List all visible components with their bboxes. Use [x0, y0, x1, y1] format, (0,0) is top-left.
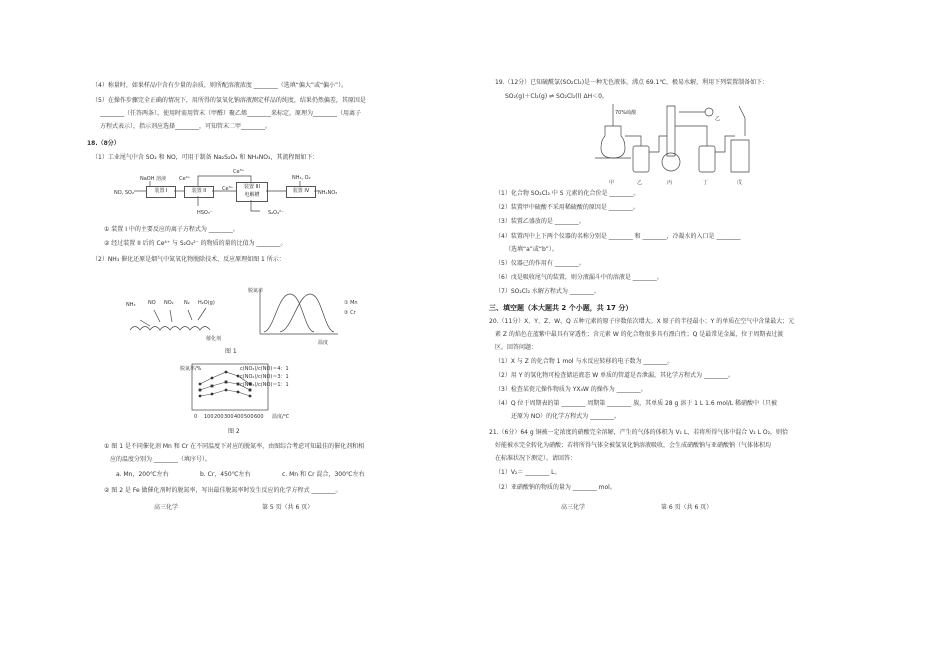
q20-intro-line2: 素 Z 的焰色在蓝紫中最具有穿透性；含元素 W 的化合物很多具有漂白性；Q 是最常见金属，位于周期表过渡 [495, 331, 784, 338]
flow-ce3: Ce³⁺ [233, 169, 245, 175]
flow-hso3: HSO₃⁻ [197, 210, 213, 216]
apparatus-label-yi: 乙 [637, 180, 643, 186]
flow-nh3: NH₃, O₂ [292, 175, 311, 181]
q18-part1-b: ② 经过装置 II 后的 Ce⁴⁺ 与 S₂O₄²⁻ 的物质的量的比值为 ________。 [104, 240, 287, 247]
q21-intro-line1: 21.（6分）64 g 铜被一定浓度的硝酸完全溶解，产生的气体的体积为 V₁ L，若将所得气体中混合 V₂ L O₂，则恰 [489, 429, 788, 436]
q18-part4: ② 图 2 是 Fe 做催化剂时的脱氮率，写出最佳脱氮率时发生反应的化学方程式 ________。 [104, 487, 342, 494]
q18-part2: （2）NH₃ 催化还原是烟气中氮氧化物脱除技术，反应原理如图 1 所示： [92, 256, 285, 263]
q20-intro-line1: 20.（11分）X、Y、Z、W、Q 五种元素的原子序数依次增大。X 原子的半径最小；Y 的单质在空气中含量最大；元 [489, 318, 795, 325]
q17-part5-line1: （5）在操作步骤完全正确的情况下，用所得的氢氧化钠溶液测定样品的纯度，结果仍然偏差，其原因是 [92, 97, 366, 104]
fig2-legend-1: c(NO₂)/c(NO)＝3：1 [240, 374, 289, 380]
fig2-legend-2: c(NO₂)/c(NO)＝1：1 [240, 382, 289, 388]
q17-part5-line2: ________（任答两条）。使用时需用管末（甲醛）聚乙烯________来标定，原理为________（用离子 [100, 110, 362, 117]
flow-naoh: NaOH 溶液 [140, 176, 167, 182]
fig2-caption: 图 2 [228, 428, 240, 435]
flow-box-3-label: 装置 III [243, 184, 260, 190]
q17-part5-line3: 方程式表示），指示剂应选择________，可知管末二甲________。 [100, 123, 272, 130]
q21-intro-line2: 好能被水完全转化为硝酸；若将所得气体全被氢氧化钠溶液吸收，会生成硝酸钠与亚硝酸钠（气体体积均 [495, 442, 772, 449]
fig1-curve-mn [264, 294, 314, 332]
flow-box-2: 装置 II [184, 186, 214, 198]
apparatus-label-dry: 乙 [715, 116, 721, 122]
q21-part1: （1）V₂＝ ________ L。 [495, 469, 561, 476]
apparatus-label-wu: 戊 [737, 180, 743, 186]
apparatus-label-bing: 丙 [667, 180, 673, 186]
q20-part1: （1）X 与 Z 的化合物 1 mol 与水反应转移的电子数为 ________。 [495, 358, 674, 365]
q21-part2: （2）亚硝酸钠的物质的量为 ________ mol。 [495, 484, 616, 491]
q19-part1: （1）化合物 SO₂Cl₂ 中 S 元素的化合价是 ________。 [495, 190, 640, 197]
q20-part4-line2: 还原为 NO）的化学方程式为 ________。 [511, 413, 621, 420]
section-3-heading: 三、填空题（本大题共 2 个小题，共 17 分） [489, 304, 633, 312]
q19-part6: （6）戊是吸收尾气的装置，则分液漏斗中的溶液是 ________。 [495, 274, 663, 281]
fig1-no: NO [148, 300, 156, 306]
fig1-curve-cr [280, 294, 334, 332]
q19-part5: （5）仪器己的作用有 ________。 [495, 260, 585, 267]
flow-input: NO, SO₂ [114, 190, 134, 196]
q17-part4: （4）称量时，如果样品中含有少量的杂质，则所配溶液浓度 ________（选填“偏大”或“偏小”）。 [92, 82, 348, 89]
fig1-nh3: NH₃ [126, 302, 136, 308]
fig2-xtick-300: 300 [224, 414, 234, 420]
q20-intro-line3: 区。回答问题： [495, 344, 538, 351]
q18-part1-a: ① 装置 I 中的主要反应的离子方程式为 ________。 [104, 226, 239, 233]
fig1-n2: N₂ [184, 300, 190, 306]
footer-page-right: 第 6 页（共 6 页） [661, 504, 713, 511]
fig1-no2: NO₂ [164, 300, 174, 306]
apparatus-label-jia: 甲 [609, 180, 615, 186]
flow-box-1: 装置 I [146, 186, 176, 198]
q19-part3: （3）装置乙盛放的是 ________。 [495, 218, 585, 225]
fig1-curve-chart [248, 286, 368, 346]
q19-part7: （7）SO₂Cl₂ 水解方程式为 ________。 [495, 288, 600, 295]
footer-page-left: 第 5 页（共 6 页） [262, 504, 314, 511]
flow-so3: S₂O₄²⁻ [268, 210, 284, 216]
fig2-legend-0: c(NO₂)/c(NO)＝4：1 [240, 366, 289, 372]
fig2-xtick-100: 100 [204, 414, 214, 420]
fig1-chart-xlabel: 温度 [318, 340, 329, 346]
q19-part4-line1: （4）装置丙中上下两个仪器的名称分别是 ________ 和 ________，冷凝水的入口是 ________ [495, 233, 741, 240]
q18-option-b: b. Cr，450℃左右 [200, 471, 251, 478]
fig2-xtick-0: 0 [194, 414, 198, 420]
q19-part4-line2: （选填“a”或“b”）。 [505, 246, 558, 253]
exam-page-right [475, 0, 950, 672]
fig2-xtick-500: 500 [244, 414, 254, 420]
q18-part3-line2: 应的温度分别为 ________（填序号）。 [110, 456, 211, 463]
q18-option-a: a. Mn，200℃左右 [116, 471, 169, 478]
fig2-xlabel: 温度/℃ [272, 414, 290, 420]
q21-intro-line3: 在标准状况下测定）。请回答： [495, 455, 577, 462]
q20-part4-line1: （4）Q 位于周期表的第 ________ 周期第 ________ 族，其单质 28 g 溶于 1 L 1.6 mol/L 稀硝酸中（只被 [495, 400, 778, 407]
q18-part3-line1: ① 图 1 是不同催化剂 Mn 和 Cr 在不同温度下对应的脱氮率，由图综合考虑可知最佳的催化剂和相 [104, 443, 365, 450]
flow-output: NH₄NO₃ [318, 190, 338, 196]
apparatus-acid-label: 70%硫酸 [615, 110, 637, 116]
fig2-xtick-200: 200 [214, 414, 224, 420]
footer-subject-left: 高三化学 [154, 504, 179, 511]
q20-part2: （2）用 Y 的氢化物可检查储运液态 W 单质的管道是否泄漏，其化学方程式为 ________。 [495, 372, 734, 379]
fig2-xtick-400: 400 [234, 414, 244, 420]
fig1-reaction-diagram [126, 292, 246, 342]
fig2-chart [180, 362, 320, 422]
q18-part1: （1）工业尾气中含 SO₂ 和 NO，可用于制备 Na₂S₂O₄ 和 NH₄NO₃，其流程图如下： [92, 154, 319, 161]
q19-part2: （2）装置甲中硫酸不采用稀硫酸的原因是 ________。 [495, 204, 639, 211]
fig1-chart-ylabel: 脱氮率 [248, 288, 264, 294]
flow-box-4: 装置 IV [286, 186, 316, 198]
footer-subject-right: 高三化学 [561, 504, 586, 511]
apparatus-label-ding: 丁 [703, 180, 709, 186]
fig1-legend-cr: ② Cr [344, 310, 356, 316]
q19-intro: 19.（12分）已知硫酰氯(SO₂Cl₂)是一种无色液体，沸点 69.1℃，极易水解，利用下列装置制备如下： [495, 79, 769, 86]
q19-equation: SO₂(g)＋Cl₂(g) ⇌ SO₂Cl₂(l) ΔH＜0。 [505, 93, 608, 100]
fig2-ylabel: 脱氮率/% [180, 366, 202, 372]
fig2-xtick-600: 600 [254, 414, 264, 420]
flow-ce3b: Ce³⁺ [222, 186, 234, 192]
fig1-legend-mn: ① Mn [344, 300, 358, 306]
flow-ce4: Ce⁴⁺ [179, 176, 191, 182]
fig1-h2o: H₂O(g) [198, 300, 215, 306]
fig1-caption: 图 1 [225, 348, 237, 355]
q20-part3: （3）检查某瓷元操作物质为 YX₄W 的操作为 ________。 [495, 386, 647, 393]
fig1-catalyst: 催化剂 [206, 336, 222, 342]
q18-heading: 18.（8分） [87, 140, 120, 147]
flow-box-3-sublabel: 电解槽 [244, 192, 260, 198]
q18-option-c: c. Mn 和 Cr 混合，300℃左右 [282, 471, 365, 478]
apparatus-diagram [575, 96, 765, 186]
